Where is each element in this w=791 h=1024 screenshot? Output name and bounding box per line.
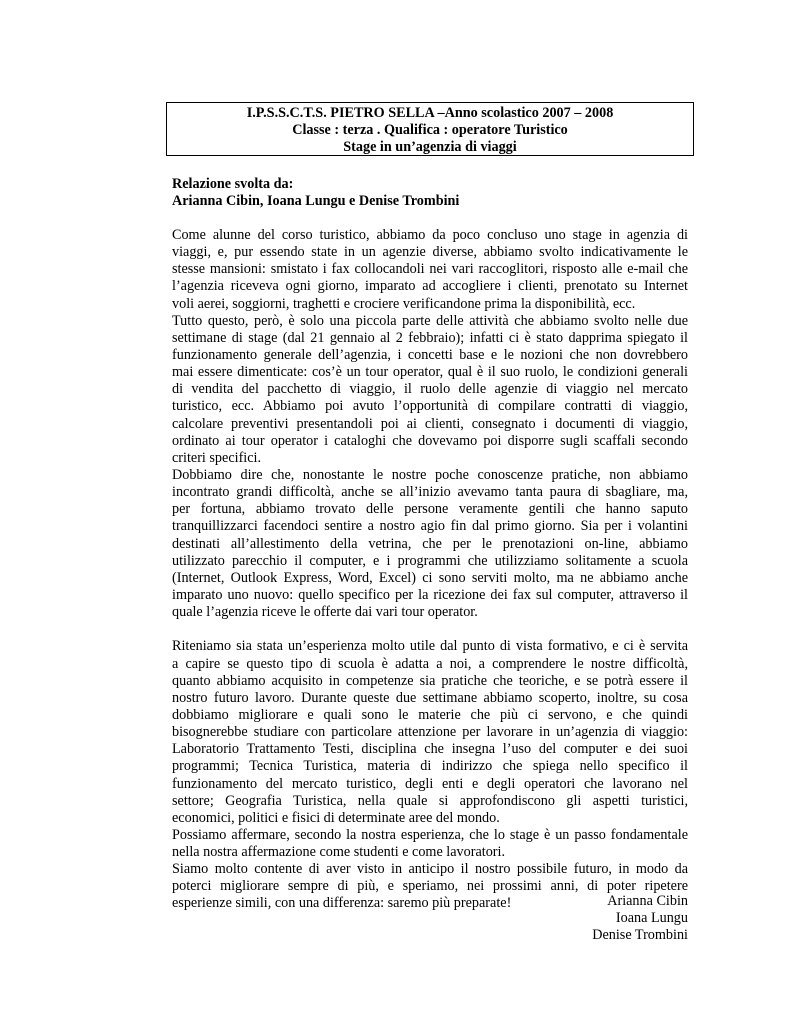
header-school-line: I.P.S.S.C.T.S. PIETRO SELLA –Anno scolastico 2007 – 2008 bbox=[246, 105, 614, 121]
body-text-line: viaggi, e, pur essendo state in un agenzie diverse, abbiamo svolto indicativamente le bbox=[172, 244, 688, 261]
body-text-line: dobbiamo migliorare e quali sono le materie che più ci servono, e che quindi bbox=[172, 706, 688, 723]
body-text-line: settimane di stage (dal 21 gennaio al 2 febbraio); infatti ci è stato dapprima spiegato il bbox=[172, 329, 688, 346]
body-text-line: Possiamo affermare, secondo la nostra esperienza, che lo stage è un passo fondamentale bbox=[172, 826, 688, 843]
body-text-line: utilizzato parecchio il computer, e i programmi che utilizziamo solitamente a scuola bbox=[172, 552, 688, 569]
body-text-line: Riteniamo sia stata un’esperienza molto utile dal punto di vista formativo, e ci è servita bbox=[172, 638, 688, 655]
body-text-line: nella nostra affermazione come studenti e come lavoratori. bbox=[172, 844, 506, 861]
body-text-line: per fortuna, abbiamo trovato delle persone veramente gentili che hanno saputo bbox=[172, 501, 688, 518]
body-text-line: stesse mansioni: smistato i fax collocandoli nei vari raccoglitori, risposto alle e-mail che bbox=[172, 261, 688, 278]
signature-name: Arianna Cibin bbox=[607, 893, 688, 909]
paragraph-gap bbox=[172, 621, 688, 638]
body-text-line: di vendita del pacchetto di viaggio, il ruolo delle agenzie di viaggio nel mercato bbox=[172, 381, 688, 398]
body-text-line: bisognerebbe studiare con particolare attenzione per lavorare in un’agenzia di viaggio: bbox=[172, 724, 688, 741]
body-text-line: imparato uno nuovo: quello specifico per la ricezione dei fax sul computer, attraverso il bbox=[172, 586, 688, 603]
header-class-line: Classe : terza . Qualifica : operatore Turistico bbox=[292, 122, 568, 138]
signature-block bbox=[592, 893, 688, 944]
body-text-line: funzionamento generale dell’agenzia, i concetti base e le nozioni che non dovrebbero bbox=[172, 346, 688, 363]
report-body bbox=[172, 227, 688, 913]
body-text-line: turistico, ecc. Abbiamo poi avuto l’opportunità di compilare contratti di viaggio, bbox=[172, 398, 688, 415]
report-label: Relazione svolta da: bbox=[172, 176, 294, 192]
body-text-line: quanto abbiamo acquisito in competenze sia pratiche che teoriche, e se potrà essere il bbox=[172, 672, 688, 689]
body-text-line: destinati all’allestimento della vetrina, che per le prenotazioni on-line, abbiamo bbox=[172, 535, 688, 552]
body-text-line: programmi; Tecnica Turistica, materia di indirizzo che spiega nello specifico il bbox=[172, 758, 688, 775]
body-text-line: (Internet, Outlook Express, Word, Excel) ci sono serviti molto, ma ne abbiamo anche bbox=[172, 569, 688, 586]
body-text-line: economici, politici e fisici di determinate aree del mondo. bbox=[172, 809, 500, 826]
signature-name: Ioana Lungu bbox=[615, 910, 688, 927]
body-text-line: calcolare preventivi presentandoli poi ai clienti, consegnato i documenti di viaggio, bbox=[172, 415, 688, 432]
body-text-line: tranquillizzarci facendoci sentire a nostro agio fin dal primo giorno. Sia per i volantini bbox=[172, 518, 688, 535]
body-text-line: criteri specifici. bbox=[172, 449, 262, 466]
report-authors: Arianna Cibin, Ioana Lungu e Denise Trombini bbox=[172, 193, 460, 209]
header-box bbox=[166, 102, 694, 156]
body-text-line: esperienze simili, con una differenza: saremo più preparate! bbox=[172, 895, 512, 912]
body-text-line: nostro futuro lavoro. Durante queste due settimane abbiamo scoperto, inoltre, su cosa bbox=[172, 689, 688, 706]
body-text-line: funzionamento del mercato turistico, degli enti e degli operatori che lavorano nel bbox=[172, 775, 688, 792]
body-text-line: Siamo molto contente di aver visto in anticipo il nostro possibile futuro, in modo da bbox=[172, 861, 688, 878]
body-text-line: voli aerei, soggiorni, traghetti e crociere verificandone prima la disponibilità, ecc. bbox=[172, 295, 636, 312]
body-text-line: Come alunne del corso turistico, abbiamo da poco concluso uno stage in agenzia di bbox=[172, 227, 688, 243]
signature-name: Denise Trombini bbox=[592, 927, 688, 944]
body-text-line: incontrato grandi difficoltà, anche se all’inizio avevamo tanta paura di sbagliare, ma, bbox=[172, 484, 688, 501]
body-text-line: mai essere dimenticate: cos’è un tour operator, qual è il suo ruolo, le condizioni generali bbox=[172, 364, 688, 381]
body-text-line: settore; Geografia Turistica, nella quale si approfondiscono gli aspetti turistici, bbox=[172, 792, 688, 809]
body-text-line: poterci migliorare sempre di più, e speriamo, nei prossimi anni, di poter ripetere bbox=[172, 878, 688, 895]
body-text-line: Laboratorio Trattamento Testi, disciplina che insegna l’uso del computer e dei suoi bbox=[172, 741, 688, 758]
report-authors-block bbox=[172, 176, 459, 210]
header-title-line: Stage in un’agenzia di viaggi bbox=[343, 139, 517, 155]
body-text-line: l’agenzia riceveva ogni giorno, imparato ad accogliere i clienti, prenotato su Internet bbox=[172, 278, 688, 295]
body-text-line: a capire se questo tipo di scuola è adatta a noi, a comprendere le nostre difficoltà, bbox=[172, 655, 688, 672]
body-text-line: Tutto questo, però, è solo una piccola parte delle attività che abbiamo svolto nelle due bbox=[172, 312, 688, 329]
body-text-line: ordinato ai tour operator i cataloghi che dovevamo poi disporre sugli scaffali secondo bbox=[172, 432, 688, 449]
body-text-line: quale l’agenzia riceve le offerte dai vari tour operator. bbox=[172, 604, 478, 621]
body-text-line: Dobbiamo dire che, nonostante le nostre poche conoscenze pratiche, non abbiamo bbox=[172, 466, 688, 483]
